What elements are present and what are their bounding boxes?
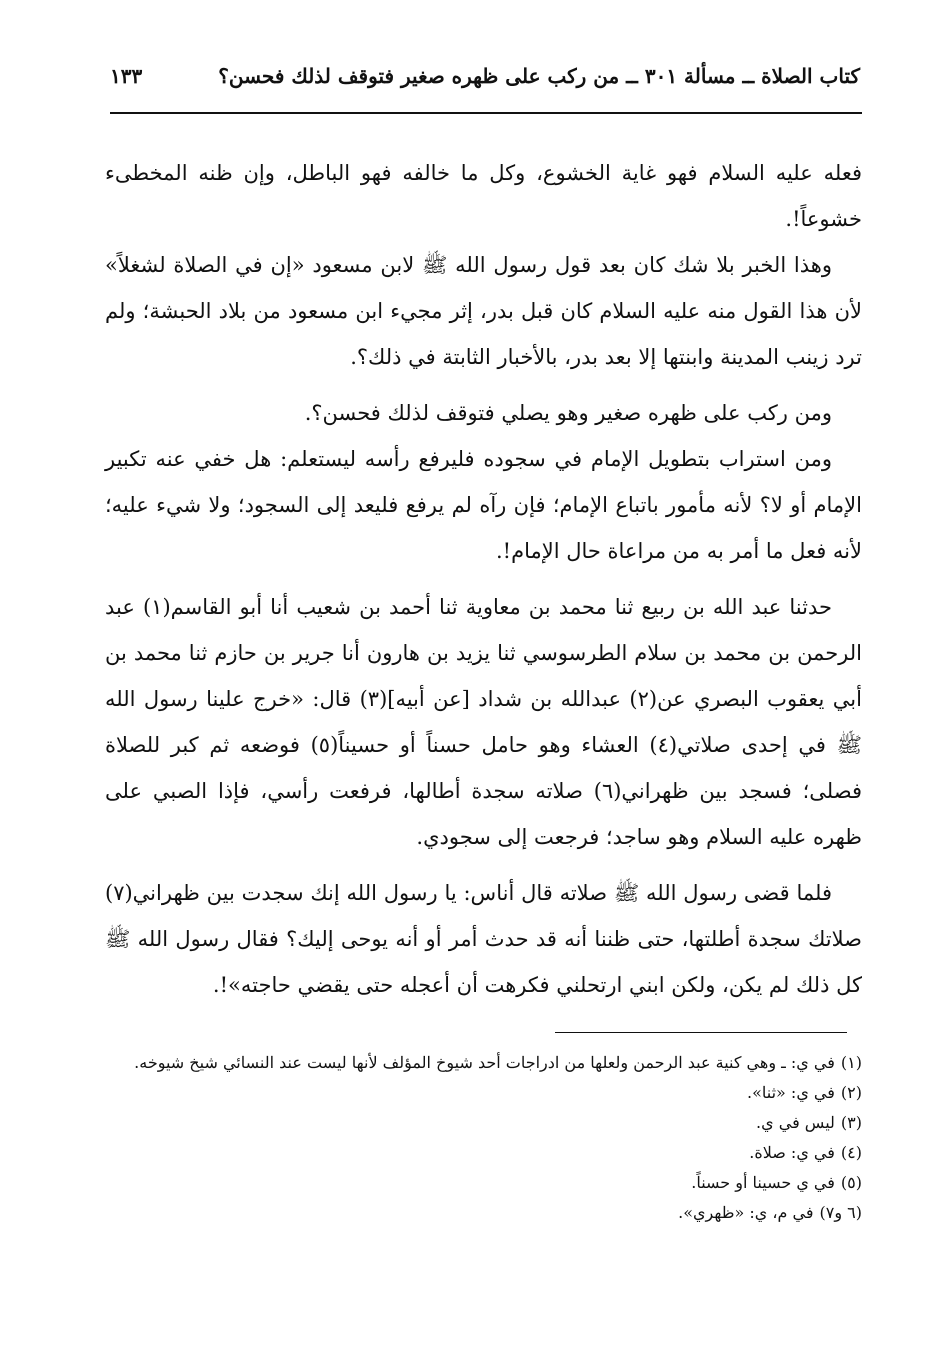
footnote-text: في ي: صلاة. <box>749 1143 835 1162</box>
footnote-text: في ي: ـ وهي كنية عبد الرحمن ولعلها من ادراجات أحد شيوخ المؤلف لأنها ليست عند النسائي شيخ شيوخه. <box>134 1053 835 1072</box>
page-number: ١٣٣ <box>110 64 143 88</box>
footnote <box>105 1078 862 1108</box>
paragraph: وهذا الخبر بلا شك كان بعد قول رسول الله ﷺ لابن مسعود «إن في الصلاة لشغلاً» لأن هذا القول منه عليه السلام كان قبل بدر، إثر مجيء ابن مسعود من بلاد الحبشة؛ ولم ترد زينب المدينة وابنتها إلا بعد بدر، بالأخبار الثابتة في ذلك؟. <box>105 253 862 369</box>
footnote-divider <box>555 1032 847 1033</box>
footnote-number: (٥) <box>840 1173 862 1192</box>
paragraph: ومن استراب بتطويل الإمام في سجوده فليرفع رأسه ليستعلم: هل خفي عنه تكبير الإمام أو لا؟ لأنه مأمور باتباع الإمام؛ فإن رآه لم يرفع فليعد إلى السجود؛ ولا شيء عليه؛ لأنه فعل ما أمر به من مراعاة حال الإمام!. <box>105 447 862 563</box>
footnote-number: (٢) <box>840 1083 862 1102</box>
footnote-text: ليس في ي. <box>756 1113 835 1132</box>
footnote <box>105 1048 862 1078</box>
paragraph: حدثنا عبد الله بن ربيع ثنا محمد بن معاوية ثنا أحمد بن شعيب أنا أبو القاسم(١) عبد الرحمن بن محمد بن سلام الطرسوسي ثنا يزيد بن هارون أنا جرير بن حازم ثنا محمد بن أبي يعقوب البصري عن(٢) عبدالله بن شداد [عن أبيه](٣) قال: «خرج علينا رسول الله ﷺ في إحدى صلاتي(٤) العشاء وهو حامل حسناً أو حسيناً(٥) فوضعه ثم كبر للصلاة فصلى؛ فسجد بين ظهراني(٦) صلاته سجدة أطالها، فرفعت رأسي، فإذا الصبي على ظهره عليه السلام وهو ساجد؛ فرجعت إلى سجودي. <box>105 595 862 849</box>
main-text <box>105 150 862 1018</box>
footnote-text: في ي حسينا أو حسناً. <box>691 1173 835 1192</box>
header-divider <box>110 112 862 114</box>
footnote-text: في م، ي: «ظهري». <box>678 1203 814 1222</box>
paragraph: ومن ركب على ظهره صغير وهو يصلي فتوقف لذلك فحسن؟. <box>304 401 832 425</box>
paragraph: فعله عليه السلام فهو غاية الخشوع، وكل ما خالفه فهو الباطل، وإن ظنه المخطىء خشوعاً!. <box>105 161 862 231</box>
footnote-number: (٤) <box>840 1143 862 1162</box>
footnote <box>105 1168 862 1198</box>
running-title: كتاب الصلاة ــ مسألة ٣٠١ ــ من ركب على ظهره صغير فتوقف لذلك فحسن؟ <box>218 64 860 88</box>
footnote <box>105 1138 862 1168</box>
footnote-number: (٦ و٧) <box>819 1203 862 1222</box>
footnote-number: (٣) <box>840 1113 862 1132</box>
page-header <box>110 60 860 104</box>
footnotes <box>105 1048 862 1228</box>
footnote <box>105 1198 862 1228</box>
paragraph: فلما قضى رسول الله ﷺ صلاته قال أناس: يا رسول الله إنك سجدت بين ظهراني(٧) صلاتك سجدة أطلتها، حتى ظننا أنه قد حدث أمر أو أنه يوحى إليك؟ فقال رسول الله ﷺ كل ذلك لم يكن، ولكن ابني ارتحلني فكرهت أن أعجله حتى يقضي حاجته»!. <box>105 881 862 997</box>
footnote-number: (١) <box>840 1053 862 1072</box>
footnote-text: في ي: «ثنا». <box>747 1083 835 1102</box>
footnote <box>105 1108 862 1138</box>
